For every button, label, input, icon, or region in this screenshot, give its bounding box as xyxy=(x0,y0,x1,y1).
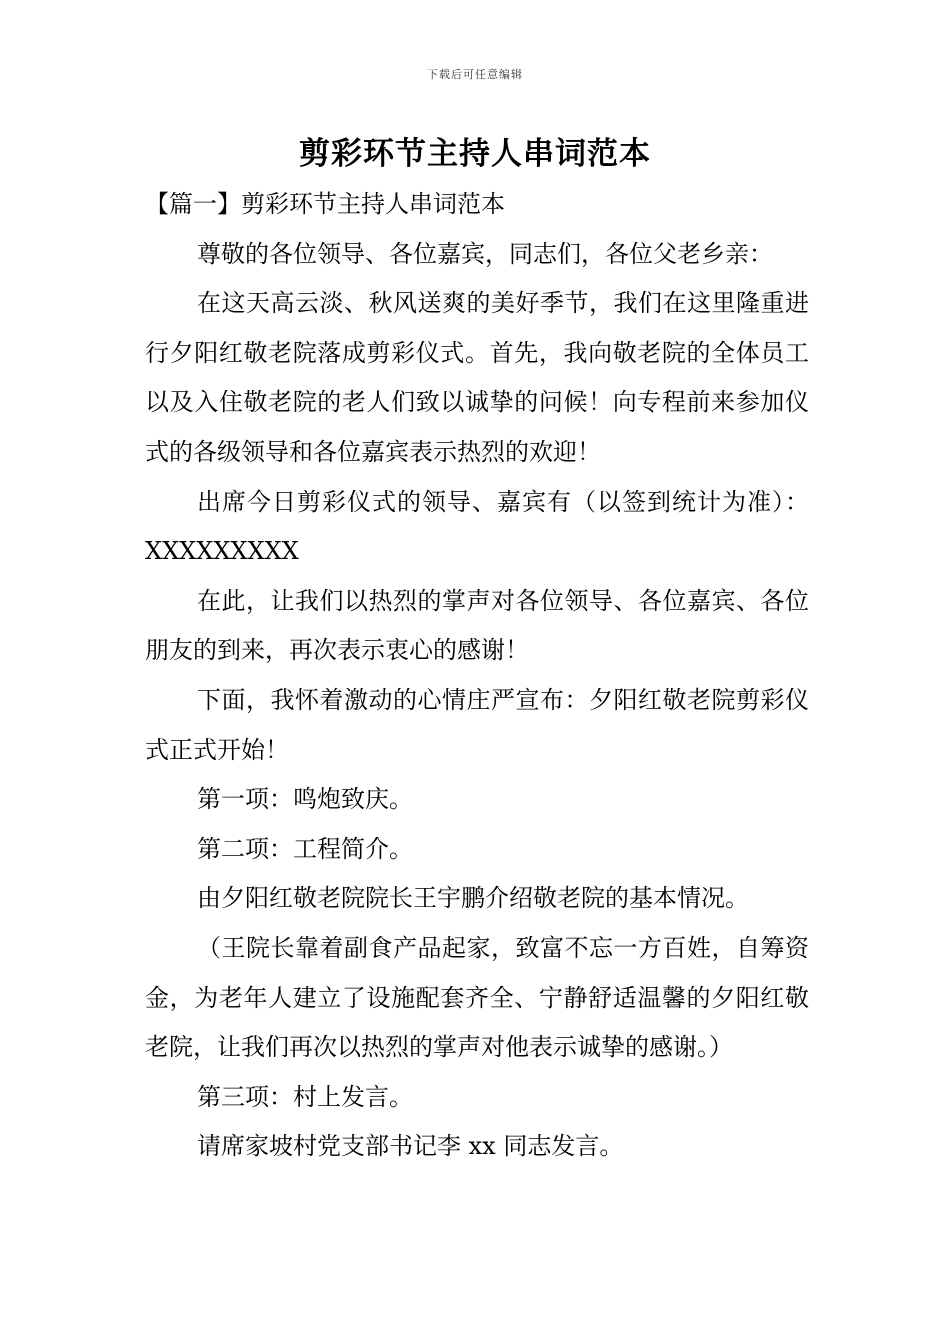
paragraph-announcement: 下面，我怀着激动的心情庄严宣布：夕阳红敬老院剪彩仪式正式开始！ xyxy=(145,685,809,764)
section-label: 【篇一】剪彩环节主持人串词范本 xyxy=(145,190,505,218)
paragraph-opening: 在这天高云淡、秋风送爽的美好季节，我们在这里隆重进行夕阳红敬老院落成剪彩仪式。首先，我向敬老院的全体员工以及入住敬老院的老人们致以诚挚的问候！向专程前来参加仪式的各级领导和各位嘉宾表示热烈的欢迎！ xyxy=(145,289,809,466)
document-body xyxy=(145,180,809,1172)
paragraph-note: （王院长靠着副食产品起家，致富不忘一方百姓，自筹资金，为老年人建立了设施配套齐全、宁静舒适温馨的夕阳红敬老院，让我们再次以热烈的掌声对他表示诚挚的感谢。） xyxy=(145,933,809,1062)
paragraph-thanks: 在此，让我们以热烈的掌声对各位领导、各位嘉宾、各位朋友的到来，再次表示衷心的感谢！ xyxy=(145,586,809,665)
paragraph-introduction: 由夕阳红敬老院院长王宇鹏介绍敬老院的基本情况。 xyxy=(197,884,749,913)
paragraph-greeting: 尊敬的各位领导、各位嘉宾，同志们，各位父老乡亲： xyxy=(197,239,773,268)
document-title: 剪彩环节主持人串词范本 xyxy=(299,136,651,172)
paragraph-item-2: 第二项：工程简介。 xyxy=(197,834,413,863)
paragraph-item-1: 第一项：鸣炮致庆。 xyxy=(197,785,413,814)
paragraph-item-3: 第三项：村上发言。 xyxy=(197,1082,413,1111)
paragraph-attendees: 出席今日剪彩仪式的领导、嘉宾有（以签到统计为准）：XXXXXXXXX xyxy=(145,487,809,566)
header-note: 下载后可任意编辑 xyxy=(427,68,523,81)
paragraph-speech: 请席家坡村党支部书记李 xx 同志发言。 xyxy=(197,1132,624,1161)
